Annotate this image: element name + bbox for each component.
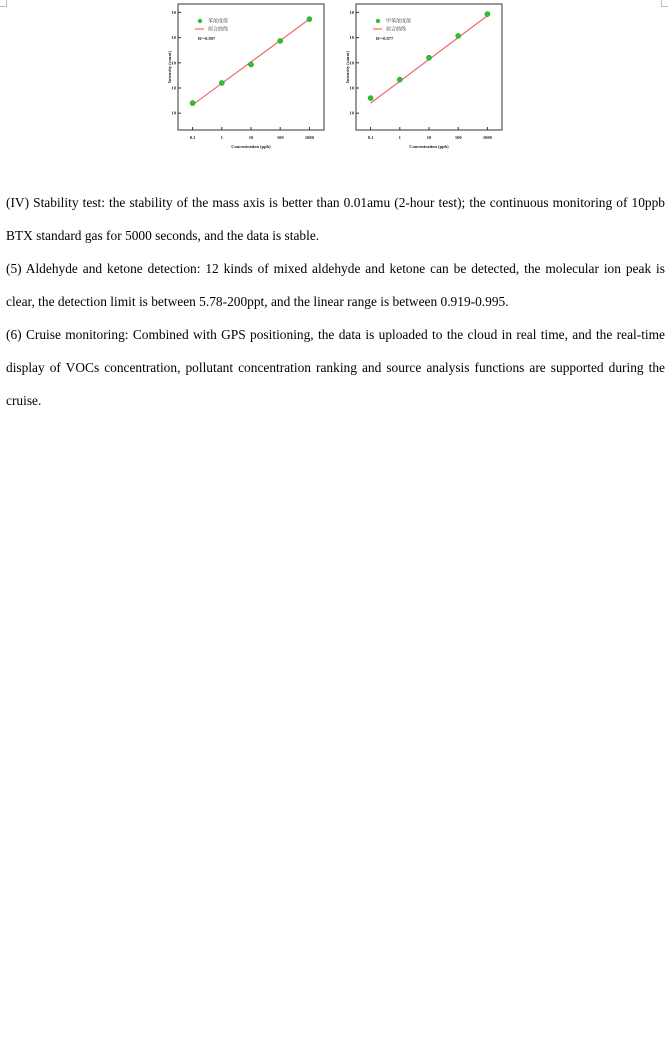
y-tick-label: 10 <box>171 60 176 66</box>
y-tick-label: 10 <box>349 85 354 91</box>
data-point <box>219 80 224 85</box>
x-tick-label: 100 <box>454 135 462 140</box>
data-point <box>397 77 402 82</box>
page-corner-mark-left <box>0 0 7 7</box>
data-point <box>248 62 253 67</box>
x-axis-label: Concentration (ppb) <box>231 144 271 149</box>
legend-label-fit: 拟合曲线 <box>208 27 229 33</box>
x-axis-label: Concentration (ppb) <box>409 144 449 149</box>
x-tick-label: 1000 <box>482 135 492 140</box>
y-axis-label: Intensity (count) <box>167 51 172 83</box>
page-corner-mark-right <box>661 0 668 7</box>
data-point <box>278 38 283 43</box>
legend-marker-points <box>198 19 202 23</box>
paragraph-aldehyde-ketone-detection: (5) Aldehyde and ketone detection: 12 kinds of mixed aldehyde and ketone can be detected, the molecular ion peak is clear, the detection limit is between 5.78-200ppt, and the linear range is between 0.919-0.995. <box>6 261 665 309</box>
y-tick-label: 10 <box>171 35 176 41</box>
legend-marker-points <box>376 19 380 23</box>
x-tick-label: 1 <box>220 135 223 140</box>
x-tick-label: 0.1 <box>367 135 374 140</box>
chart-toluene <box>342 2 516 160</box>
data-point <box>190 101 195 106</box>
y-tick-label: 10 <box>171 9 176 15</box>
r-squared-annotation: R²=0.997 <box>198 36 216 41</box>
paragraph-stability-test: (IV) Stability test: the stability of the mass axis is better than 0.01amu (2-hour test); the continuous monitoring of 10ppb BTX standard gas for 5000 seconds, and the data is stable. <box>6 195 665 243</box>
r-squared-annotation: R²=0.977 <box>376 36 394 41</box>
paragraph-cruise-monitoring: (6) Cruise monitoring: Combined with GPS positioning, the data is uploaded to the cloud in real time, and the real-time display of VOCs concentration, pollutant concentration ranking and source analysis functions are supported during the cruise. <box>6 327 665 408</box>
data-point <box>426 55 431 60</box>
legend-label-points: 苯浓度值 <box>208 19 229 25</box>
y-tick-label: 10 <box>171 110 176 116</box>
legend-label-points: 甲苯浓度值 <box>386 19 412 25</box>
chart-benzene <box>164 2 338 160</box>
data-point <box>485 11 490 16</box>
legend-label-fit: 拟合曲线 <box>386 27 407 33</box>
calibration-figure <box>164 2 516 160</box>
y-axis-label: Intensity (count) <box>345 51 350 83</box>
x-tick-label: 100 <box>276 135 284 140</box>
y-tick-label: 10 <box>171 85 176 91</box>
body-text <box>6 186 665 417</box>
y-tick-label: 10 <box>349 60 354 66</box>
data-point <box>307 17 312 22</box>
y-tick-label: 10 <box>349 110 354 116</box>
x-tick-label: 10 <box>426 135 432 140</box>
chart-toluene-svg <box>342 2 516 160</box>
x-tick-label: 1000 <box>304 135 314 140</box>
data-point <box>456 33 461 38</box>
y-tick-label: 10 <box>349 35 354 41</box>
x-tick-label: 0.1 <box>189 135 196 140</box>
data-point <box>368 95 373 100</box>
x-tick-label: 10 <box>248 135 254 140</box>
chart-benzene-svg <box>164 2 338 160</box>
y-tick-label: 10 <box>349 9 354 15</box>
x-tick-label: 1 <box>398 135 401 140</box>
